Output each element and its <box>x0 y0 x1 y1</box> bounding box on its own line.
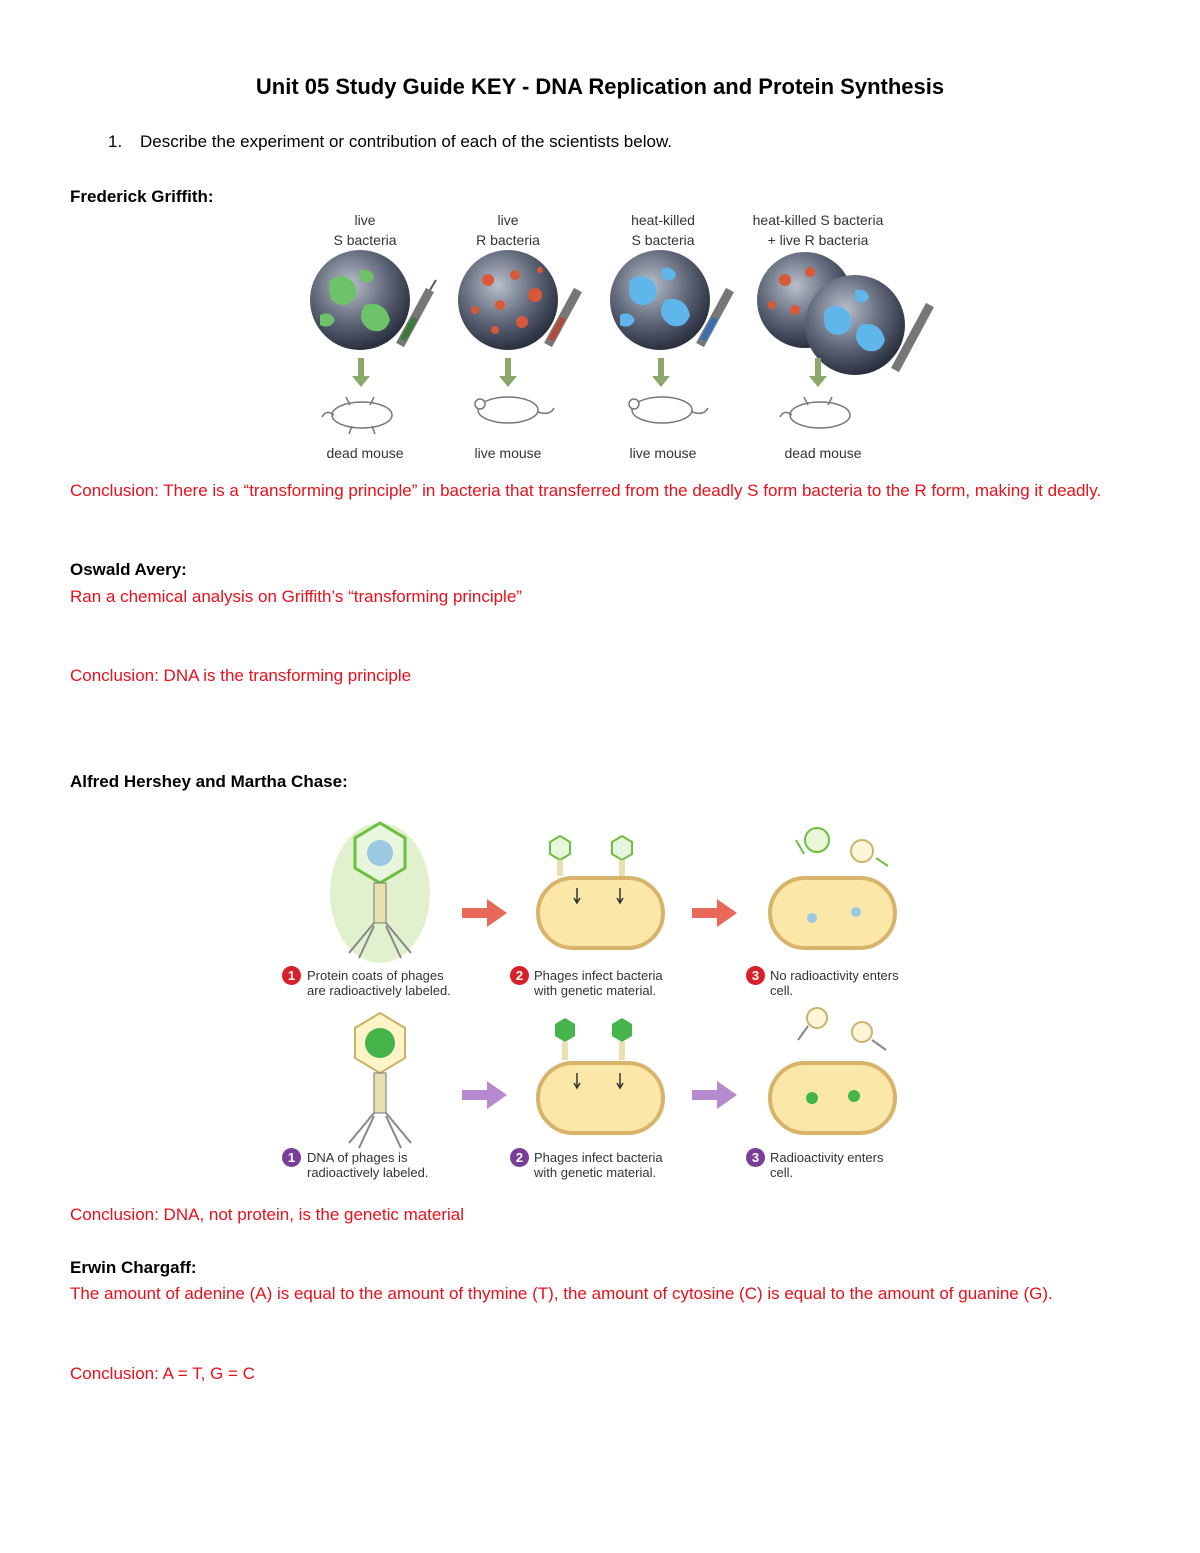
label-bottom: + live R bacteria <box>767 232 869 248</box>
caption-line: cell. <box>770 1165 794 1180</box>
right-arrow-icon <box>462 899 507 927</box>
hershey-chase-heading: Alfred Hershey and Martha Chase: <box>70 772 348 791</box>
right-arrow-icon <box>692 1081 737 1109</box>
griffith-conclusion: Conclusion: There is a “transforming principle” in bacteria that transferred from the deadly S form bacteria to the R form, making it deadly. <box>70 481 1102 500</box>
caption-line: with genetic material. <box>534 1165 657 1180</box>
griffith-result-4: dead mouse <box>784 445 862 461</box>
step-caption <box>534 1150 663 1180</box>
caption-line: radioactively labeled. <box>307 1165 429 1180</box>
griffith-label-4 <box>728 210 908 250</box>
caption-line: DNA of phages is <box>307 1150 408 1165</box>
chargaff-heading: Erwin Chargaff: <box>70 1258 197 1277</box>
chargaff-text: The amount of adenine (A) is equal to the amount of thymine (T), the amount of cytosine (C) is equal to the amount of guanine (G). <box>70 1284 1053 1303</box>
question-number: 1. <box>108 132 123 151</box>
phage-icon <box>550 836 632 876</box>
combined-bacteria-spheres <box>757 252 905 375</box>
step-badge: 2 <box>510 966 529 985</box>
caption-line: Phages infect bacteria <box>534 968 663 983</box>
griffith-label-1 <box>300 210 430 250</box>
r-bacteria-sphere <box>458 250 558 350</box>
step-badge: 3 <box>746 1148 765 1167</box>
step-caption <box>770 1150 883 1180</box>
right-arrow-icon <box>692 899 737 927</box>
hershey-chase-conclusion: Conclusion: DNA, not protein, is the genetic material <box>70 1205 465 1224</box>
label-bottom: S bacteria <box>631 232 695 248</box>
dead-mouse-icon <box>322 397 392 434</box>
bacterium-cell <box>538 1018 663 1133</box>
griffith-label-3 <box>598 210 728 250</box>
label-bottom: R bacteria <box>476 232 540 248</box>
down-arrow-icon <box>652 358 670 387</box>
empty-phage-coat-icon <box>798 1008 886 1050</box>
bacterium-cell <box>770 1008 895 1133</box>
down-arrow-icon <box>352 358 370 387</box>
bacterium-cell <box>770 828 895 948</box>
caption-line: Phages infect bacteria <box>534 1150 663 1165</box>
step-badge: 1 <box>282 966 301 985</box>
griffith-heading: Frederick Griffith: <box>70 187 214 206</box>
label-top: live <box>354 212 376 228</box>
labeled-dna-phage <box>349 1013 411 1148</box>
label-top: heat-killed S bacteria <box>752 212 884 228</box>
phage-icon <box>555 1018 632 1060</box>
griffith-result-3: live mouse <box>629 445 697 461</box>
caption-line: No radioactivity enters <box>770 968 899 983</box>
step-caption <box>770 968 899 998</box>
griffith-label-2 <box>443 210 573 250</box>
empty-phage-coat-icon <box>796 828 888 866</box>
step-caption <box>307 968 451 998</box>
step-badge: 1 <box>282 1148 301 1167</box>
caption-line: Radioactivity enters <box>770 1150 884 1165</box>
label-top: heat-killed <box>631 212 695 228</box>
griffith-result-1: dead mouse <box>326 445 404 461</box>
label-bottom: S bacteria <box>333 232 397 248</box>
griffith-diagram <box>290 250 960 440</box>
caption-line: with genetic material. <box>534 983 657 998</box>
down-arrow-icon <box>499 358 517 387</box>
dead-mouse-icon <box>780 397 850 428</box>
live-mouse-icon <box>475 397 554 423</box>
step-caption <box>534 968 663 998</box>
bacterium-cell <box>538 836 663 948</box>
caption-line: Protein coats of phages <box>307 968 444 983</box>
step-badge: 2 <box>510 1148 529 1167</box>
right-arrow-icon <box>462 1081 507 1109</box>
page-title: Unit 05 Study Guide KEY - DNA Replication and Protein Synthesis <box>255 74 945 99</box>
labeled-protein-phage <box>330 823 430 963</box>
griffith-result-2: live mouse <box>474 445 542 461</box>
avery-text: Ran a chemical analysis on Griffith’s “transforming principle” <box>70 587 522 606</box>
hershey-chase-diagram <box>320 818 930 1188</box>
chargaff-conclusion: Conclusion: A = T, G = C <box>70 1364 255 1383</box>
s-bacteria-sphere <box>310 250 410 350</box>
live-mouse-icon <box>629 397 708 423</box>
avery-conclusion: Conclusion: DNA is the transforming principle <box>70 666 412 685</box>
step-caption <box>307 1150 428 1180</box>
question-text: Describe the experiment or contribution of each of the scientists below. <box>140 132 673 151</box>
avery-heading: Oswald Avery: <box>70 560 187 579</box>
caption-line: cell. <box>770 983 794 998</box>
heat-killed-s-sphere <box>610 250 710 350</box>
label-top: live <box>497 212 519 228</box>
caption-line: are radioactively labeled. <box>307 983 451 998</box>
question-1 <box>108 132 672 152</box>
step-badge: 3 <box>746 966 765 985</box>
